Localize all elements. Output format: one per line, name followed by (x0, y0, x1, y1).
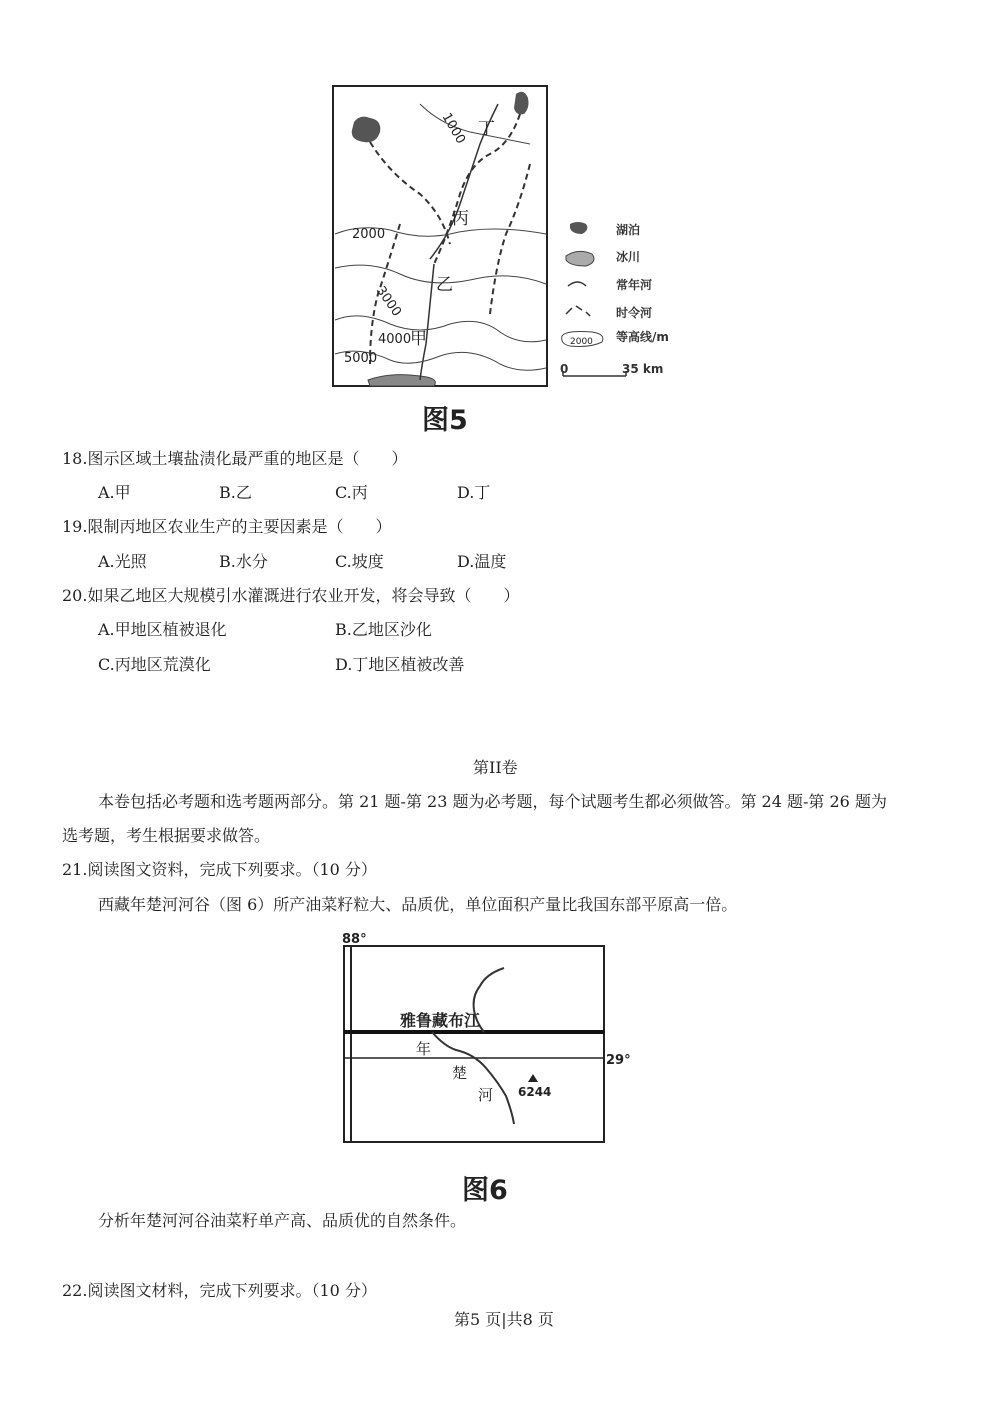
scale-length: 35 km (622, 362, 664, 376)
label-5000: 5000 (344, 351, 378, 366)
legend-lake-label: 湖泊 (616, 223, 641, 237)
q18-option-a: A.甲 (98, 483, 131, 502)
legend-contour-sample: 2000 (570, 337, 593, 347)
legend-perennial-label: 常年河 (616, 278, 653, 292)
map-legend (560, 222, 669, 376)
seasonal-river-2 (434, 114, 520, 264)
q18-option-c: C.丙 (335, 483, 368, 502)
northern-tributary (474, 968, 504, 1032)
fig6-he: 河 (478, 1086, 494, 1104)
q21-question: 分析年楚河河谷油菜籽单产高、品质优的自然条件。 (98, 1211, 467, 1230)
q20-option-d: D.丁地区植被改善 (335, 655, 465, 674)
figure-6 (336, 928, 646, 1148)
fig6-chu: 楚 (452, 1064, 468, 1082)
fig6-river-label: 雅鲁藏布江 (400, 1011, 481, 1030)
lake-east (514, 92, 529, 115)
legend-seasonal-label: 时令河 (616, 306, 653, 320)
q21-material: 西藏年楚河河谷（图 6）所产油菜籽粒大、品质优，单位面积产量比我国东部平原高一倍。 (98, 895, 738, 914)
label-1000: 1000 (438, 110, 469, 147)
figure-5-map (330, 84, 690, 394)
label-ding: 丁 (478, 119, 495, 139)
q18-option-d: D.丁 (457, 483, 491, 502)
contour-1000 (420, 104, 530, 144)
figure-6-caption: 图6 (462, 1175, 508, 1206)
lake-west (352, 117, 381, 143)
q20-stem: 20.如果乙地区大规模引水灌溉进行农业开发，将会导致（ ） (62, 586, 520, 605)
label-bing: 丙 (452, 209, 469, 229)
fig6-lat-label: 29° (606, 1053, 631, 1068)
label-4000: 4000 (378, 332, 412, 347)
fig6-frame (344, 946, 604, 1142)
label-2000: 2000 (352, 227, 386, 242)
q19-option-a: A.光照 (98, 552, 147, 571)
figure-5 (330, 84, 690, 394)
glacier-symbol (368, 375, 435, 386)
q22-stem: 22.阅读图文材料，完成下列要求。（10 分） (62, 1281, 377, 1300)
scale-zero: 0 (560, 362, 569, 376)
seasonal-river-4 (490, 164, 530, 314)
q19-option-d: D.温度 (457, 552, 507, 571)
legend-lake-icon (570, 222, 587, 234)
contour-4000 (335, 316, 546, 342)
legend-perennial-icon (568, 282, 586, 286)
section-2-intro-line1: 本卷包括必考题和选考题两部分。第 21 题-第 23 题为必考题，每个试题考生都必须做答。第 24 题-第 26 题为 (98, 792, 887, 811)
legend-glacier-icon (566, 251, 594, 266)
q21-stem: 21.阅读图文资料，完成下列要求。（10 分） (62, 860, 377, 879)
section-2-title: 第II卷 (473, 758, 518, 777)
fig6-nian: 年 (416, 1040, 432, 1058)
page-footer: 第5 页|共8 页 (454, 1310, 554, 1329)
legend-seasonal-icon (566, 306, 590, 316)
figure-5-caption: 图5 (422, 405, 468, 436)
figure-6-map (336, 928, 646, 1148)
label-yi: 乙 (436, 275, 453, 295)
legend-contour-label: 等高线/m (616, 330, 669, 344)
q20-option-c: C.丙地区荒漠化 (98, 655, 211, 674)
peak-icon (528, 1074, 538, 1082)
section-2-intro-line2: 选考题，考生根据要求做答。 (62, 826, 271, 845)
q19-option-c: C.坡度 (335, 552, 384, 571)
fig6-peak-label: 6244 (518, 1085, 552, 1099)
q20-option-b: B.乙地区沙化 (335, 620, 432, 639)
label-jia: 甲 (410, 329, 427, 349)
q20-option-a: A.甲地区植被退化 (98, 620, 227, 639)
q18-option-b: B.乙 (219, 483, 252, 502)
q18-stem: 18.图示区域土壤盐渍化最严重的地区是（ ） (62, 449, 408, 468)
q19-option-b: B.水分 (219, 552, 268, 571)
label-3000: 3000 (372, 283, 404, 320)
nianchu-river (432, 1032, 514, 1124)
q19-stem: 19.限制丙地区农业生产的主要因素是（ ） (62, 517, 392, 536)
fig6-lon-label: 88° (342, 932, 367, 947)
legend-glacier-label: 冰川 (616, 250, 641, 264)
